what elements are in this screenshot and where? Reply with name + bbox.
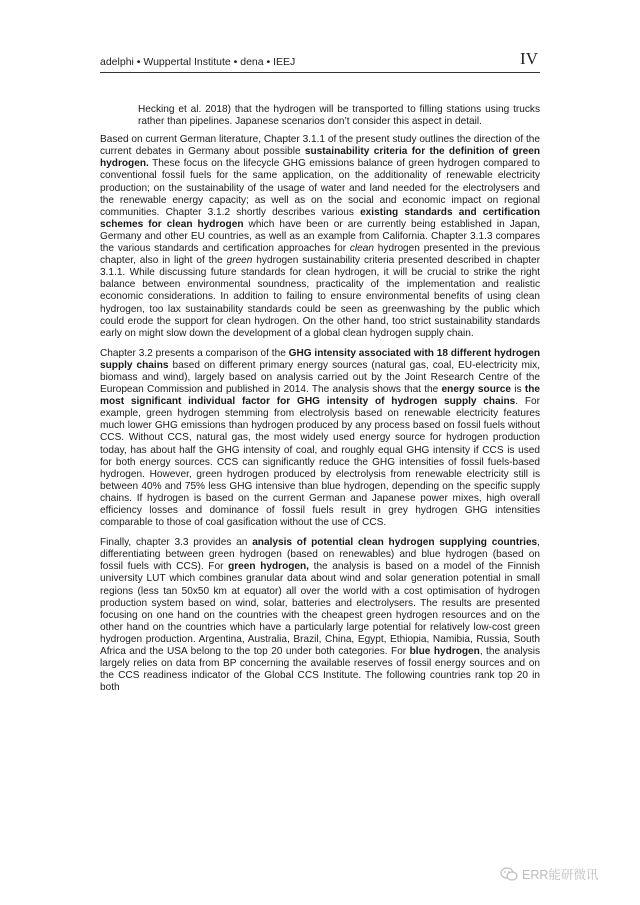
bold-phrase: GHG intensity associated with 18 different hydrogen supply chains: [100, 347, 540, 371]
bold-phrase: sustainability criteria for the definition of green hydrogen.: [100, 146, 540, 170]
italic-word: clean: [349, 243, 375, 255]
document-body: [100, 104, 540, 702]
italic-word: green: [226, 255, 253, 267]
page-number: IV: [520, 49, 538, 68]
paragraph-supplying-countries: Finally, chapter 3.3 provides an analysis of potential clean hydrogen supplying countries, differentiating between green hydrogen (based on renewables) and blue hydrogen (based on fossil fuels with CCS). For green hydrogen, the analysis is based on a model of the Finnish university LUT which combines granular data about wind and solar generation potential in small regions (less tan 50x50 km at equator) all over the world with a cost optimisation of hydrogen production system based on wind, solar, batteries and electrolysers. The results are presented focusing on one hand on the countries with the cheapest green hydrogen resources and on the other hand on the countries which have a particularly large potential for relatively low-cost green hydrogen production. Argentina, Australia, Brazil, China, Egypt, Ethiopia, Namibia, Russia, South Africa and the USA belong to the top 20 under both categories. For blue hydrogen, the analysis largely relies on data from BP concerning the available reserves of fossil energy sources and on the CCS readiness indicator of the Global CCS Institute. The following countries rank top 20 in both: [100, 537, 540, 694]
watermark: [500, 866, 598, 882]
paragraph-continuation: Hecking et al. 2018) that the hydrogen will be transported to filling stations using trucks rather than pipelines. Japanese scenarios don’t consider this aspect in detail.: [138, 104, 540, 128]
bold-phrase: energy source: [441, 384, 512, 396]
paragraph-ghg-intensity: Chapter 3.2 presents a comparison of the GHG intensity associated with 18 different hydrogen supply chains based on different primary energy sources (natural gas, coal, EU-electricity mix, biomass and wind), largely based on analysis carried out by the Joint Research Centre of the European Commission and published in 2014. The analysis shows that the energy source is the most significant individual factor for GHG intensity of hydrogen supply chains. For example, green hydrogen stemming from electrolysis based on renewable electricity features much lower GHG emissions than hydrogen produced by any process based on fossil fuels without CCS. Without CCS, natural gas, the most widely used energy source for hydrogen production today, has about half the GHG intensity of coal, and roughly equal GHG intensity if CCS is used for both energy sources. CCS can significantly reduce the GHG intensities of fossil fuels-based hydrogen. However, green hydrogen produced by electrolysis from renewable electricity still is between 40% and 75% less GHG intensive than blue hydrogen, depending on the specific supply chains. If hydrogen is based on the current German and Japanese power mixes, high overall efficiency losses and dominance of fossil fuels result in grey hydrogen GHG intensities comparable to those of coal gasification without the use of CCS.: [100, 347, 541, 529]
page-header: [100, 50, 540, 73]
bold-phrase: the most significant individual factor for GHG intensity of hydrogen supply chains: [100, 384, 540, 408]
bold-phrase: existing standards and certification schemes for clean hydrogen: [100, 206, 540, 230]
watermark-text: ERR能研微讯: [522, 868, 599, 882]
bold-phrase: blue hydrogen: [409, 646, 480, 658]
header-authors: adelphi • Wuppertal Institute • dena • IEEJ: [100, 56, 296, 68]
bold-phrase: analysis of potential clean hydrogen supplying countries: [252, 537, 538, 549]
bold-phrase: green hydrogen,: [228, 561, 309, 573]
paragraph-sustainability-criteria: Based on current German literature, Chapter 3.1.1 of the present study outlines the direction of the current debates in Germany about possible sustainability criteria for the definition of green hydrogen. These focus on the lifecycle GHG emissions balance of green hydrogen compared to conventional fossil fuels for the same application, on the additionality of renewable electricity production; on the sustainability of the usage of water and land needed for the electrolysers and the renewable energy capacity; as well as on the social and economic impact on regional communities. Chapter 3.1.2 shortly describes various existing standards and certification schemes for clean hydrogen which have been or are currently being established in Japan, Germany and other EU countries, as well as an example from California. Chapter 3.1.3 compares the various standards and certification approaches for clean hydrogen presented in the previous chapter, also in light of the green hydrogen sustainability criteria presented described in chapter 3.1.1. While discussing future standards for clean hydrogen, it will be crucial to strike the right balance between environmental soundness, practicality of the implementation and realistic economic considerations. In addition to failing to ensure environmental benefits of using clean hydrogen, too lax sustainability standards could be seen as greenwashing by the public which could erode the support for clean hydrogen. On the other hand, too strict sustainability standards early on might slow down the development of a global clean hydrogen supply chain.: [100, 134, 541, 339]
wechat-icon: [500, 867, 518, 881]
